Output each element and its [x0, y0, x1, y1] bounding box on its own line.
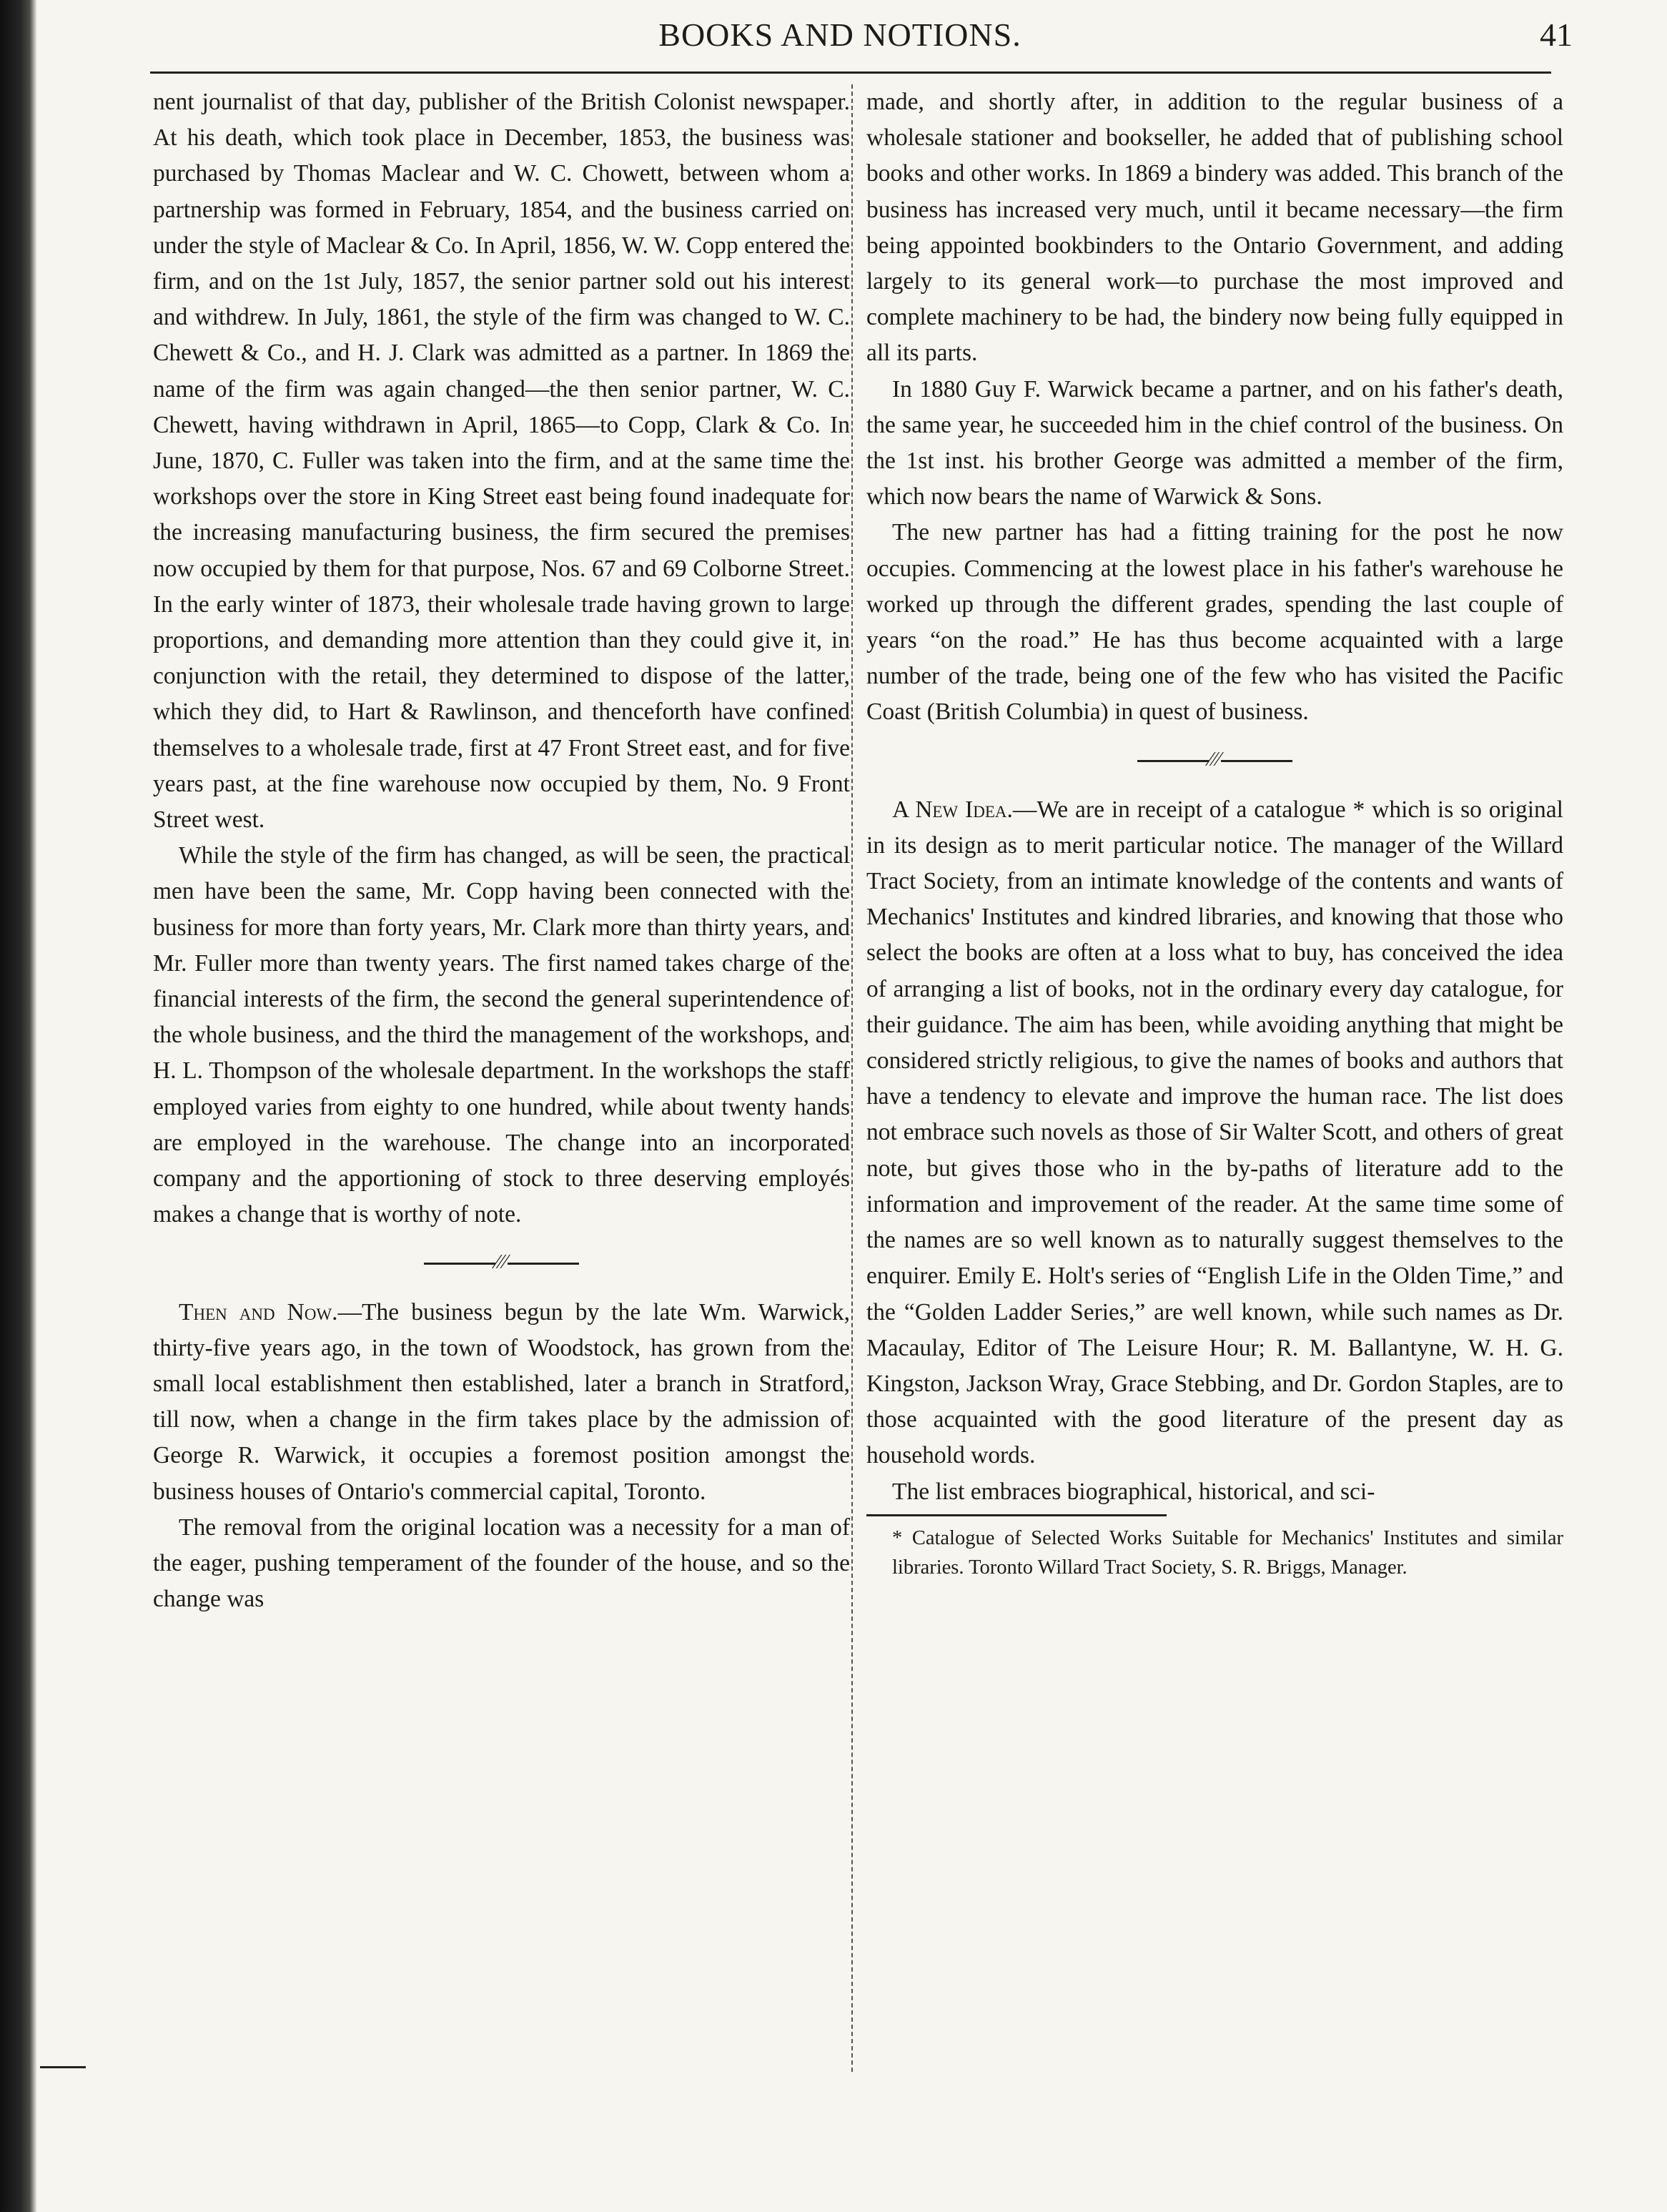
right-column [866, 84, 1563, 1582]
section-ornament: ⁄⁄⁄ [866, 749, 1563, 771]
left-column [153, 84, 850, 1617]
paragraph: While the style of the firm has changed, as will be seen, the practical men have been the same, Mr. Copp having been connected with the business for more than forty years, Mr. Clark more than thirty years, and Mr. Fuller more than twenty years. The first named takes charge of the financial interests of the firm, the second the general superintendence of the whole business, and the third the management of the workshops, and H. L. Thompson of the wholesale department. In the workshops the staff employed varies from eighty to one hundred, while about twenty hands are employed in the warehouse. The change into an incorporated company and the apportioning of stock to three deserving employés makes a change that is worthy of note. [153, 842, 850, 1228]
page-number: 41 [1540, 16, 1573, 53]
paragraph: made, and shortly after, in addition to the regular business of a wholesale stationer and bookseller, he added that of publishing school books and other works. In 1869 a bindery was added. This branch of the business has increased very much, until it became necessary—the firm being appointed bookbinders to the Ontario Government, and adding largely to its general work—to purchase the most improved and complete machinery to be had, the bindery now being fully equipped in all its parts. [866, 89, 1563, 367]
column-divider [851, 84, 853, 2072]
footnote: * Catalogue of Selected Works Suitable for Mechanics' Institutes and similar libraries. Toronto Willard Tract Society, S. R. Briggs, Manager. [892, 1526, 1563, 1579]
section-heading: Then and Now. [179, 1298, 338, 1325]
book-spine-edge [0, 0, 37, 2212]
paragraph: In 1880 Guy F. Warwick became a partner, and on his father's death, the same year, he succeeded him in the chief control of the business. On the 1st inst. his brother George was admitted a member of the firm, which now bears the name of Warwick & Sons. [866, 375, 1563, 510]
paragraph: nent journalist of that day, publisher of the British Colonist newspaper. At his death, which took place in December, 1853, the business was purchased by Thomas Maclear and W. C. Chowett, between whom a partnership was formed in February, 1854, and the business carried on under the style of Maclear & Co. In April, 1856, W. W. Copp entered the firm, and on the 1st July, 1857, the senior partner sold out his interest and withdrew. In July, 1861, the style of the firm was changed to W. C. Chewett & Co., and H. J. Clark was admitted as a partner. In 1869 the name of the firm was again changed—the then senior partner, W. C. Chewett, having withdrawn in April, 1865—to Copp, Clark & Co. In June, 1870, C. Fuller was taken into the firm, and at the same time the workshops over the store in King Street east being found inadequate for the increasing manufacturing business, the firm secured the premises now occupied by them for that purpose, Nos. 67 and 69 Colborne Street. In the early winter of 1873, their wholesale trade having grown to large proportions, and demanding more attention than they could give it, in conjunction with the retail, they determined to dispose of the latter, which they did, to Hart & Rawlinson, and thenceforth have confined themselves to a wholesale trade, first at 47 Front Street east, and for five years past, at the fine warehouse now occupied by them, No. 9 Front Street west. [153, 89, 850, 834]
margin-mark [40, 2066, 86, 2075]
paragraph: Then and Now.—The business begun by the late Wm. Warwick, thirty-five years ago, in the town of Woodstock, has grown from the small local establishment then established, later a branch in Stratford, till now, when a change in the firm takes place by the admission of George R. Warwick, it occupies a foremost position amongst the business houses of Ontario's commercial capital, Toronto. [153, 1298, 851, 1505]
paragraph: The new partner has had a fitting training for the post he now occupies. Commencing at the lowest place in his father's warehouse he worked up through the different grades, spending the last couple of years “on the road.” He has thus become acquainted with a large number of the trade, being one of the few who has visited the Pacific Coast (British Columbia) in quest of business. [866, 519, 1563, 726]
section-ornament: ⁄⁄⁄ [153, 1252, 850, 1273]
page-header [107, 16, 1573, 66]
paragraph: A New Idea.—We are in receipt of a catalogue * which is so original in its design as to merit particular notice. The manager of the Willard Tract Society, from an intimate knowledge of the contents and wants of Mechanics' Institutes and kindred libraries, and knowing that those who select the books are often at a loss what to buy, has conceived the idea of arranging a list of books, not in the ordinary every day catalogue, for their guidance. The aim has been, while avoiding anything that might be considered strictly religious, to give the names of books and authors that have a tendency to elevate and improve the human race. The list does not embrace such novels as those of Sir Walter Scott, and others of great note, but gives those who in the by-paths of literature add to the information and improvement of the reader. At the same time some of the names are so well known as to naturally suggest themselves to the enquirer. Emily E. Holt's series of “English Life in the Olden Time,” and the “Golden Ladder Series,” are well known, while such names as Dr. Macaulay, Editor of The Leisure Hour; R. M. Ballantyne, W. H. G. Kingston, Jackson Wray, Grace Stebbing, and Dr. Gordon Staples, are to those acquainted with the good literature of the present day as household words. [866, 796, 1563, 1469]
footnote-rule [866, 1514, 1167, 1516]
header-rule [150, 71, 1551, 74]
paragraph: The list embraces biographical, historical, and sci- [892, 1478, 1375, 1505]
running-head: BOOKS AND NOTIONS. [658, 16, 1022, 53]
paragraph: The removal from the original location was a necessity for a man of the eager, pushing temperament of the founder of the house, and so the change was [153, 1514, 850, 1613]
section-heading: A New Idea. [892, 796, 1013, 823]
